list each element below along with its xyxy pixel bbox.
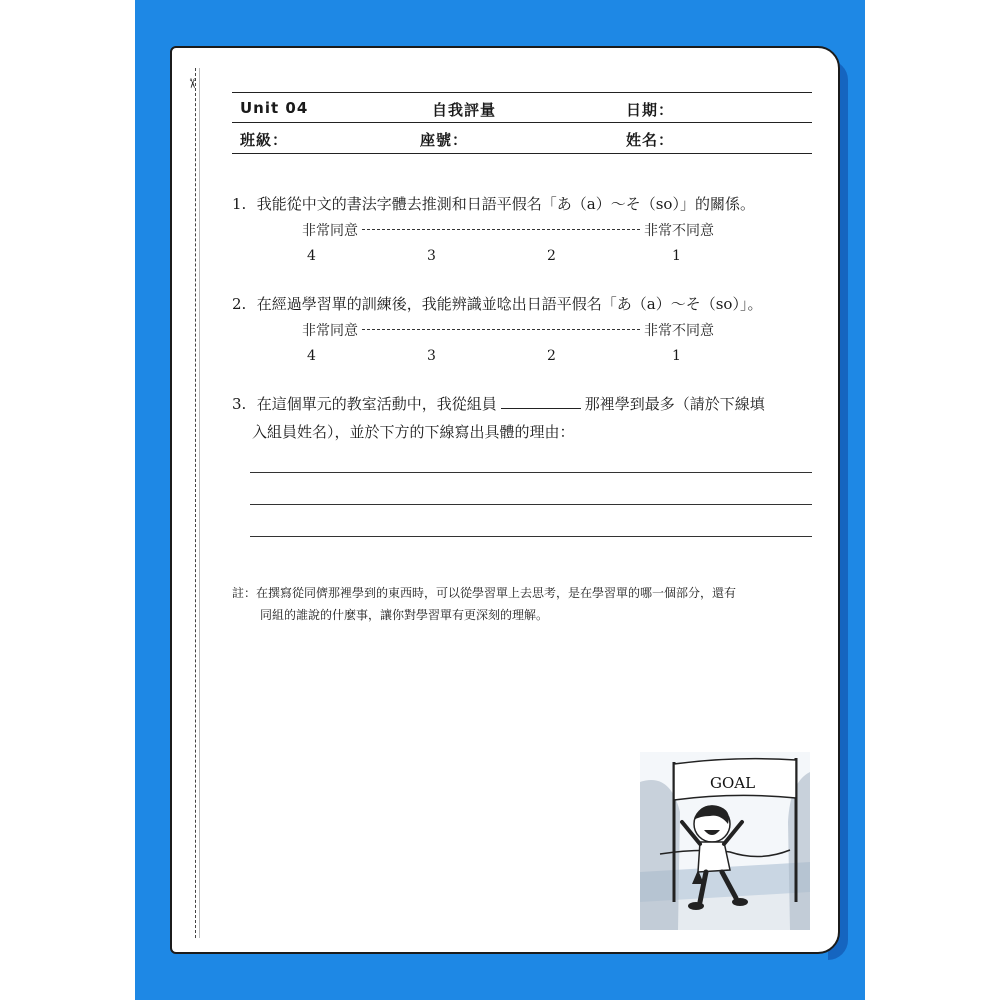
question-2 (232, 290, 822, 318)
header-row-2 (232, 123, 812, 154)
question-1 (232, 190, 822, 218)
header-table (232, 92, 812, 154)
name-label: 姓名： (626, 131, 675, 149)
scale-option[interactable]: 2 (547, 248, 556, 264)
date-label: 日期： (626, 101, 675, 119)
answer-line-2[interactable] (250, 504, 812, 505)
question-number: 1. (232, 195, 247, 213)
note-line-1: 註：在撰寫從同儕那裡學到的東西時，可以從學習單上去思考，是在學習單的哪一個部分，還有 (232, 586, 737, 600)
scale-option[interactable]: 3 (427, 248, 436, 264)
agreement-scale-2 (302, 320, 714, 340)
answer-line-1[interactable] (250, 472, 812, 473)
question-number: 2. (232, 295, 247, 313)
scissors-icon: ✂ (183, 78, 199, 89)
scale-left-label: 非常同意 (302, 223, 358, 239)
scale-dashes (362, 229, 640, 230)
scale-option[interactable]: 3 (427, 348, 436, 364)
agreement-scale-1 (302, 220, 714, 240)
question-text-part2: 那裡學到最多（請於下線填 (584, 395, 765, 413)
scale-option[interactable]: 1 (672, 348, 681, 364)
question-3 (232, 390, 822, 446)
scale-right-label: 非常不同意 (644, 223, 714, 239)
note (232, 582, 822, 626)
goal-banner-text: GOAL (710, 774, 756, 792)
cut-line-guide (199, 68, 200, 938)
scale-dashes (362, 329, 640, 330)
scale-right-label: 非常不同意 (644, 323, 714, 339)
scale-left-label: 非常同意 (302, 323, 358, 339)
worksheet-page (170, 46, 840, 954)
member-name-blank[interactable] (501, 393, 581, 409)
title-label: 自我評量 (432, 101, 497, 119)
seat-label: 座號： (420, 131, 469, 149)
header-row-1 (232, 92, 812, 123)
cut-line (195, 68, 196, 938)
goal-runner-illustration (640, 752, 810, 930)
scale-option[interactable]: 4 (307, 348, 316, 364)
answer-line-3[interactable] (250, 536, 812, 537)
scale-option[interactable]: 2 (547, 348, 556, 364)
question-text-line2: 入組員姓名），並於下方的下線寫出具體的理由： (252, 423, 575, 441)
unit-label: Unit 04 (240, 99, 309, 117)
question-number: 3. (232, 395, 247, 413)
question-text-part1: 在這個單元的教室活動中，我從組員 (256, 395, 497, 413)
question-text: 我能從中文的書法字體去推測和日語平假名「あ（a）～そ（so）」的關係。 (256, 195, 755, 213)
scale-option[interactable]: 4 (307, 248, 316, 264)
note-line-2: 同組的誰說的什麼事，讓你對學習單有更深刻的理解。 (260, 608, 549, 622)
scale-option[interactable]: 1 (672, 248, 681, 264)
question-text: 在經過學習單的訓練後，我能辨識並唸出日語平假名「あ（a）～そ（so）」。 (256, 295, 763, 313)
class-label: 班級： (240, 131, 289, 149)
